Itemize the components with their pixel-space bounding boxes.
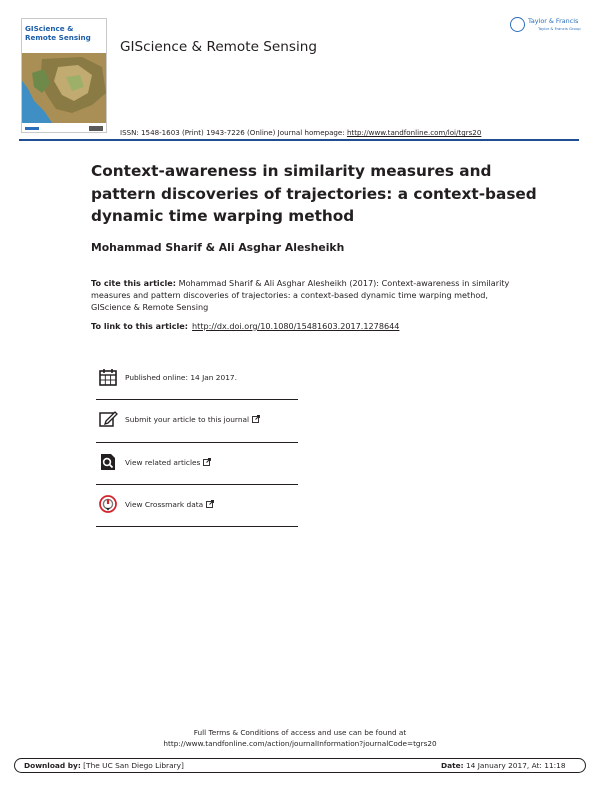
related-articles-row[interactable] <box>96 443 298 485</box>
calendar-icon <box>98 367 118 387</box>
publisher-logo-subtext: Taylor & Francis Group <box>538 26 581 31</box>
download-date-value: 14 January 2017, At: 11:18 <box>463 761 566 770</box>
downloaded-by-value: [The UC San Diego Library] <box>80 761 184 770</box>
crossmark-icon <box>98 494 118 514</box>
cover-map-image <box>22 53 106 123</box>
related-articles-label: View related articles <box>125 457 201 467</box>
article-info-list <box>96 358 298 527</box>
terms-text: Full Terms & Conditions of access and use can be found at <box>193 728 407 737</box>
published-online-text: Published online: 14 Jan 2017. <box>125 373 237 382</box>
doi-link[interactable]: http://dx.doi.org/10.1080/15481603.2017.1278644 <box>192 321 400 331</box>
cover-footer-logos <box>25 126 103 131</box>
article-title: Context-awareness in similarity measures and pattern discoveries of trajectories: a context-based dynamic time warping method <box>91 162 537 225</box>
terms-notice <box>0 727 600 749</box>
external-link-icon <box>203 458 211 466</box>
external-link-icon <box>252 415 260 423</box>
downloaded-by <box>24 761 184 770</box>
journal-homepage-link[interactable]: http://www.tandfonline.com/loi/tgrs20 <box>346 128 482 137</box>
issn-text: ISSN: 1548-1603 (Print) 1943-7226 (Online) Journal homepage: <box>120 128 347 137</box>
issn-line <box>120 128 481 137</box>
journal-title: GIScience & Remote Sensing <box>120 39 317 55</box>
download-info-bar <box>14 758 586 773</box>
download-date <box>441 761 566 770</box>
submit-article-link[interactable] <box>125 415 260 424</box>
header-divider <box>19 139 579 141</box>
published-online-row <box>96 358 298 400</box>
journal-cover-thumbnail <box>21 18 107 133</box>
article-link-line <box>91 321 399 331</box>
crossmark-label: View Crossmark data <box>125 499 204 509</box>
edit-icon <box>98 409 118 429</box>
submit-article-row[interactable] <box>96 400 298 442</box>
terms-link[interactable]: http://www.tandfonline.com/action/journalInformation?journalCode=tgrs20 <box>163 739 437 749</box>
related-articles-link[interactable] <box>125 458 211 467</box>
download-date-label: Date: <box>441 761 464 770</box>
cover-title: GIScience & Remote Sensing <box>25 24 91 42</box>
document-search-icon <box>98 452 118 472</box>
crossmark-row[interactable] <box>96 485 298 527</box>
citation-block <box>91 277 521 314</box>
citation-text: Mohammad Sharif & Ali Asghar Alesheikh (2017): Context-awareness in similarity measures and pattern discoveries of trajectories: a context-based dynamic time warping method, GIScience & Remote Sensing <box>91 278 510 313</box>
crossmark-link[interactable] <box>125 500 214 509</box>
external-link-icon <box>206 500 214 508</box>
publisher-logo-text: Taylor & Francis <box>528 17 579 25</box>
downloaded-by-label: Download by: <box>24 761 81 770</box>
article-authors: Mohammad Sharif & Ali Asghar Alesheikh <box>91 241 345 254</box>
citation-label: To cite this article: <box>91 278 177 288</box>
submit-article-label: Submit your article to this journal <box>125 415 250 425</box>
publisher-logo <box>510 16 584 36</box>
article-link-label: To link to this article: <box>91 321 189 331</box>
publisher-logo-mark-icon <box>510 17 525 32</box>
